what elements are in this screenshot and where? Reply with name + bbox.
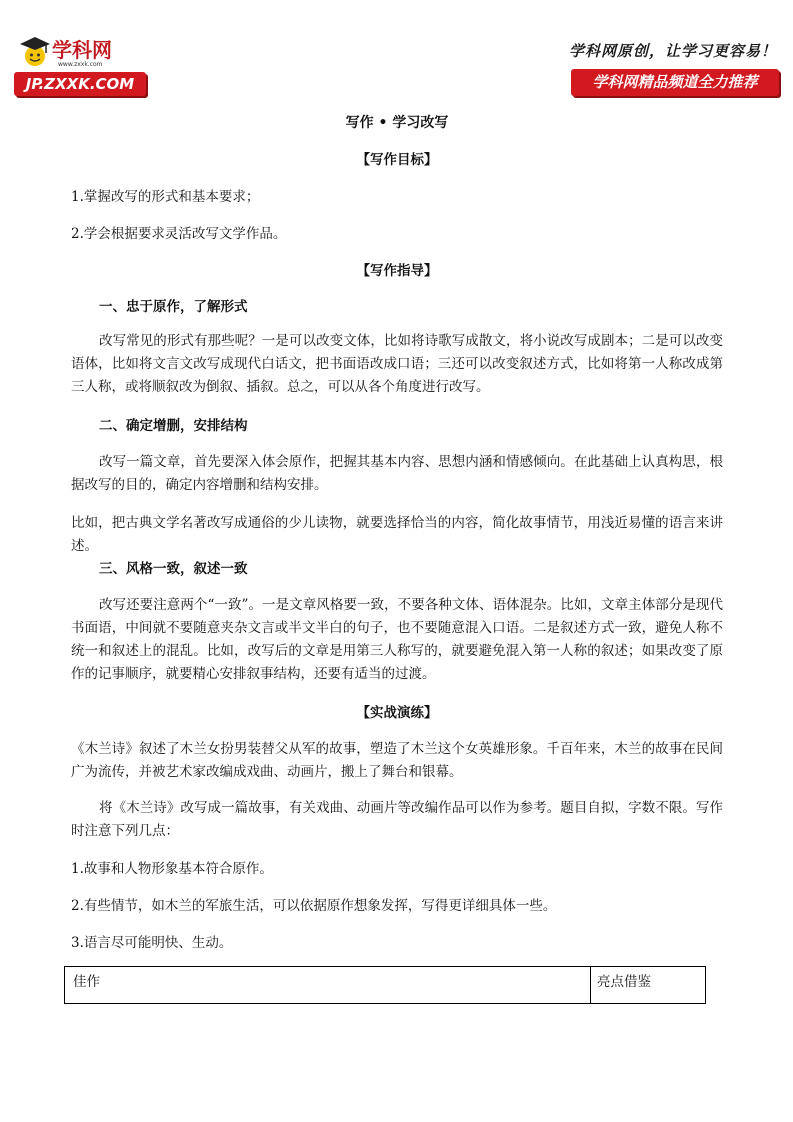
logo-text: 学科网 (52, 38, 112, 62)
paragraph: 改写一篇文章，首先要深入体会原作，把握其基本内容、思想内涵和情感倾向。在此基础上认真构思，根据改写的目的，确定内容增删和结构安排。 (71, 454, 723, 493)
page-title: 写作 • 学习改写 (345, 115, 449, 131)
paragraph: 《木兰诗》叙述了木兰女扮男装替父从军的故事，塑造了木兰这个女英雄形象。千百年来，木兰的故事在民间广为流传，并被艺术家改编成戏曲、动画片，搬上了舞台和银幕。 (71, 741, 723, 780)
logo-badge: JP.ZXXK.COM (14, 72, 146, 96)
graduation-cap-icon (18, 34, 52, 68)
subheading: 三、风格一致，叙述一致 (99, 561, 248, 577)
goal-item: 1.掌握改写的形式和基本要求； (71, 189, 260, 205)
subheading: 二、确定增删，安排结构 (99, 418, 248, 434)
goal-item: 2.学会根据要求灵活改写文学作品。 (71, 226, 287, 242)
site-logo[interactable] (14, 30, 154, 100)
paragraph: 将《木兰诗》改写成一篇故事，有关戏曲、动画片等改编作品可以作为参考。题目自拟，字数不限。写作时注意下列几点： (71, 800, 723, 839)
paragraph: 改写常见的形式有那些呢？一是可以改变文体，比如将诗歌写成散文，将小说改写成剧本；二是可以改变语体，比如将文言文改写成现代白话文，把书面语改成口语；三还可以改变叙述方式，比如将第一人称改成第三人称，或将顺叙改为倒叙、插叙。总之，可以从各个角度进行改写。 (71, 333, 723, 395)
section-heading-guide: 【写作指导】 (356, 263, 438, 279)
subheading: 一、忠于原作，了解形式 (99, 299, 248, 315)
requirement-item: 2.有些情节，如木兰的军旅生活，可以依据原作想象发挥，写得更详细具体一些。 (71, 898, 557, 914)
section-heading-practice: 【实战演练】 (356, 705, 438, 721)
requirement-item: 3.语言尽可能明快、生动。 (71, 935, 233, 951)
requirement-item: 1.故事和人物形象基本符合原作。 (71, 861, 273, 877)
table-cell-highlights: 亮点借鉴 (597, 974, 651, 990)
logo-url: www.zxxk.com (58, 61, 103, 68)
section-heading-goal: 【写作目标】 (356, 152, 438, 168)
paragraph: 改写还要注意两个“一致”。一是文章风格要一致，不要各种文体、语体混杂。比如，文章主体部分是现代书面语，中间就不要随意夹杂文言或半文半白的句子，也不要随意混入口语。二是叙述方式一致，避免人称不统一和叙述上的混乱。比如，改写后的文章是用第三人称写的，就要避免混入第一人称的叙述；如果改变了原作的记事顺序，就要精心安排叙事结构，还要有适当的过渡。 (71, 597, 723, 682)
writing-table (64, 966, 706, 1004)
paragraph: 比如，把古典文学名著改写成通俗的少儿读物，就要选择恰当的内容，简化故事情节，用浅近易懂的语言来讲述。 (71, 515, 723, 554)
header-ribbon: 学科网精品频道全力推荐 (571, 69, 779, 96)
table-cell-work: 佳作 (65, 967, 591, 1003)
header-slogan: 学科网原创，让学习更容易！ (568, 42, 777, 60)
